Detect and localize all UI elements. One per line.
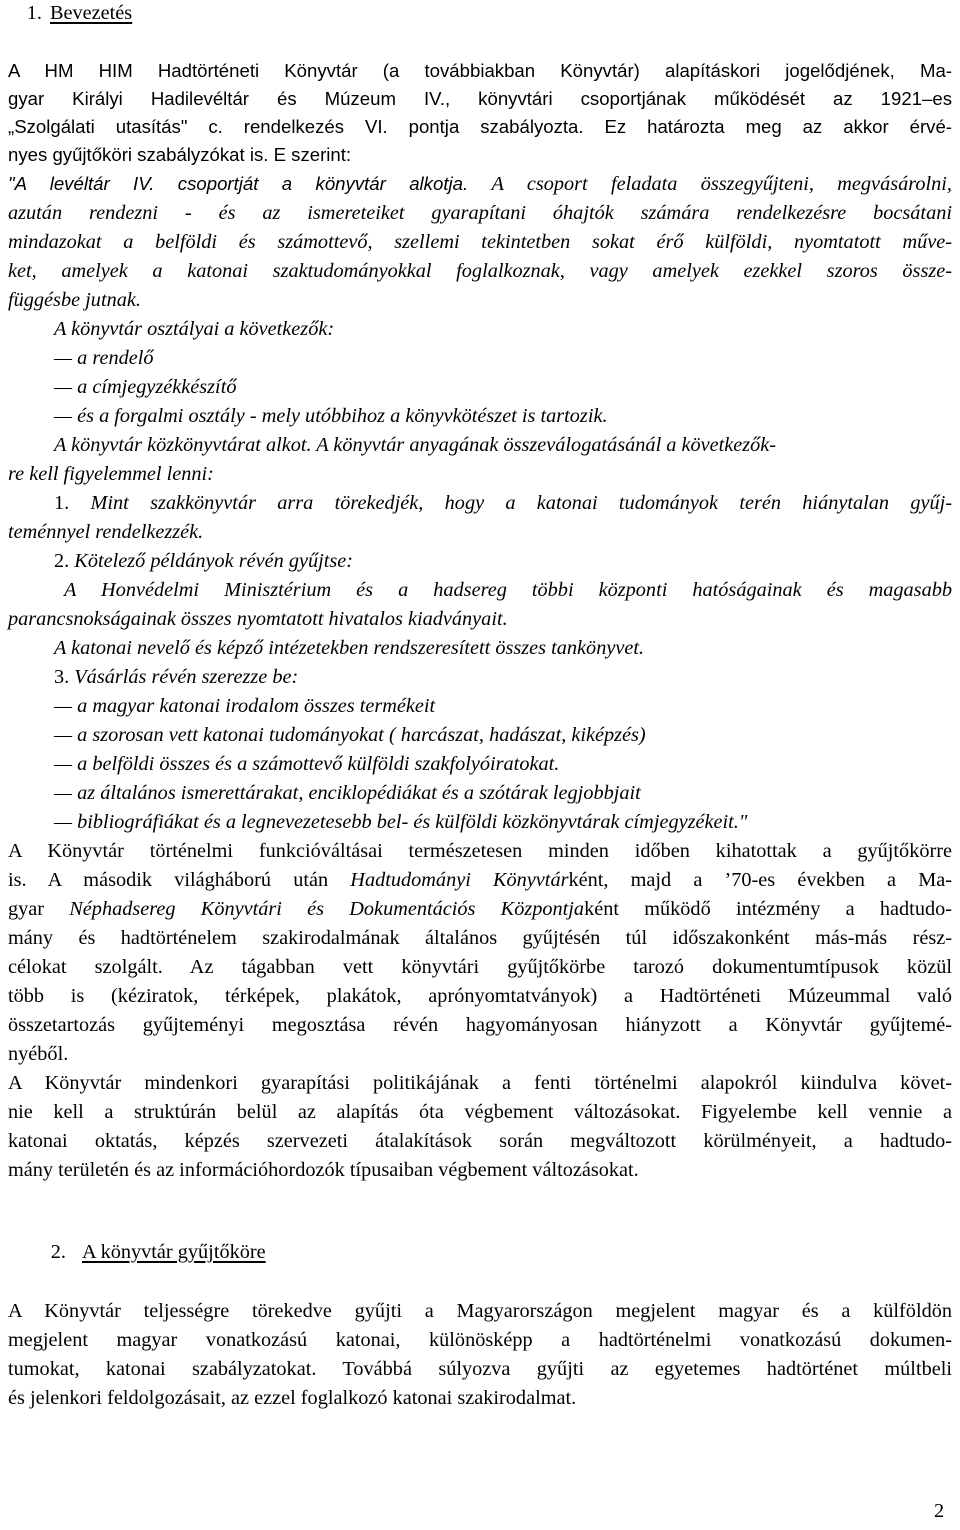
history-line: mány területén és az információhordozók típusaiban végbement változásokat. (8, 1159, 639, 1181)
intro-line: gyar Királyi Hadilevéltár és Múzeum IV., könyvtári csoportjának működését az 1921–es (8, 88, 952, 109)
section-2-line: tumokat, katonai szabályzatokat. Továbbá súlyozva gyűjti az egyetemes hadtörténet múltbeli (8, 1358, 952, 1380)
quote-line: függésbe jutnak. (8, 289, 141, 311)
history-line: nyéből. (8, 1043, 69, 1065)
history-line: mány és hadtörténelem szakirodalmának általános gyűjtésén túl időszakonként más-más rész- (8, 927, 952, 949)
history-line (8, 867, 952, 893)
quote-line (54, 490, 952, 516)
history-line (8, 896, 952, 922)
quote-list-item: — a szorosan vett katonai tudományokat ( harcászat, hadászat, kiképzés) (54, 724, 646, 746)
history-italic-name: Hadtudományi Könyvtár (350, 869, 569, 891)
section-2-title: A könyvtár gyűjtőköre (82, 1241, 266, 1263)
intro-line: „Szolgálati utasítás" c. rendelkezés VI. pontja szabályozta. Ez határozta meg az akkor érvé- (8, 116, 952, 137)
intro-line: A HM HIM Hadtörténeti Könyvtár (a továbbiakban Könyvtár) alapításkori jogelődjének, Ma- (8, 60, 952, 81)
history-text: gyar (8, 898, 70, 920)
quote-text: A könyvtár anyagának összeválogatásánál a következők- (316, 434, 777, 456)
history-text: is. A második világháború után (8, 869, 351, 891)
quote-line: parancsnokságainak összes nyomtatott hivatalos kiadványait. (8, 608, 508, 630)
quote-text: Kötelező példányok révén gyűjtse: (69, 550, 354, 572)
history-line: összetartozás gyűjteményi megosztása révén hagyományosan hiányzott a Könyvtár gyűjtemé- (8, 1014, 952, 1036)
quote-list-item: — bibliográfiákat és a legnevezetesebb bel- és külföldi közkönyvtárak címjegyzékeit." (54, 811, 748, 833)
quote-line: teménnyel rendelkezzék. (8, 521, 204, 543)
list-number: 1. (54, 492, 70, 514)
quote-line (8, 171, 952, 197)
history-line: célokat szolgált. Az tágabban vett könyvtári gyűjtőkörbe tarozó dokumentumtípusok közül (8, 956, 952, 978)
quote-line: A Honvédelmi Minisztérium és a hadsereg többi központi hatóságainak és magasabb (64, 579, 952, 601)
list-number: 3. (54, 666, 70, 688)
list-number: 2. (54, 550, 70, 572)
section-2-heading (8, 1239, 952, 1265)
quote-list-item: — a magyar katonai irodalom összes termékeit (54, 695, 436, 717)
quote-list-item: — az általános ismerettárakat, enciklopédiákat és a szótárak legjobbjait (54, 782, 641, 804)
history-line: több is (kéziratok, térképek, plakátok, aprónyomtatványok) a Hadtörténeti Múzeummal való (8, 985, 952, 1007)
quote-list-item: — a belföldi összes és a számottevő külföldi szakfolyóiratokat. (54, 753, 560, 775)
quote-line: re kell figyelemmel lenni: (8, 463, 214, 485)
intro-line: nyes gyűjtőköri szabályzókat is. E szerint: (8, 144, 352, 165)
quote-line: azután rendezni - és az ismereteiket gyarapítani óhajtók számára rendelkezésre bocsátani (8, 202, 952, 224)
quote-list-item: — a rendelő (54, 347, 154, 369)
section-1-heading (8, 0, 952, 26)
history-line: nie kell a struktúrán belül az alapítás óta végbement változásokat. Figyelembe kell vennie a (8, 1101, 952, 1123)
quote-line: A könyvtár osztályai a következők: (54, 318, 335, 340)
history-text: ként, majd a ’70-es években a Ma- (568, 869, 952, 891)
quote-list-item: — és a forgalmi osztály - mely utóbbihoz a könyvkötészet is tartozik. (54, 405, 608, 427)
quote-opening: "A levéltár IV. csoportját a könyvtár alkotja. (8, 173, 492, 194)
section-2-line: A Könyvtár teljességre törekedve gyűjti a Magyarországon megjelent magyar és a külföldön (8, 1300, 952, 1322)
history-line: A Könyvtár történelmi funkcióváltásai természetesen minden időben kihatottak a gyűjtőkörre (8, 840, 952, 862)
quote-text: Vásárlás révén szerezze be: (69, 666, 299, 688)
quote-line (54, 548, 960, 574)
history-line: A Könyvtár mindenkori gyarapítási politikájának a fenti történelmi alapokról kiindulva követ- (8, 1072, 952, 1094)
section-1-number: 1. (26, 2, 42, 24)
quote-list-item: — a címjegyzékkészítő (54, 376, 237, 398)
quote-text: A csoport feladata összegyűjteni, megvásárolni, (491, 173, 952, 195)
quote-line: mindazokat a belföldi és számottevő, szellemi tekintetben sokat érő külföldi, nyomtatott műve- (8, 231, 952, 253)
section-2-line: megjelent magyar vonatkozású katonai, különösképp a hadtörténelmi vonatkozású dokumen- (8, 1329, 952, 1351)
section-2-number: 2. (50, 1241, 66, 1263)
section-2-line: és jelenkori feldolgozásait, az ezzel foglalkozó katonai szakirodalmat. (8, 1387, 577, 1409)
quote-text: Mint szakkönyvtár arra törekedjék, hogy a katonai tudományok terén hiánytalan gyűj- (69, 492, 952, 514)
page-number: 2 (934, 1500, 945, 1522)
quote-text: A könyvtár közkönyvtárat alkot. (54, 434, 317, 456)
quote-line: ket, amelyek a katonai szaktudományokkal foglalkoznak, vagy amelyek ezekkel szoros össze- (8, 260, 952, 282)
quote-line (54, 432, 952, 458)
section-1-title: Bevezetés (50, 2, 133, 24)
history-italic-name: Néphadsereg Könyvtári és Dokumentációs Központja (69, 898, 585, 920)
history-line: katonai oktatás, képzés szervezeti átalakítások során megváltozott körülményeit, a hadtudo- (8, 1130, 952, 1152)
quote-line: A katonai nevelő és képző intézetekben rendszeresített összes tankönyvet. (54, 637, 645, 659)
history-text: ként működő intézmény a hadtudo- (584, 898, 952, 920)
quote-line (54, 664, 960, 690)
